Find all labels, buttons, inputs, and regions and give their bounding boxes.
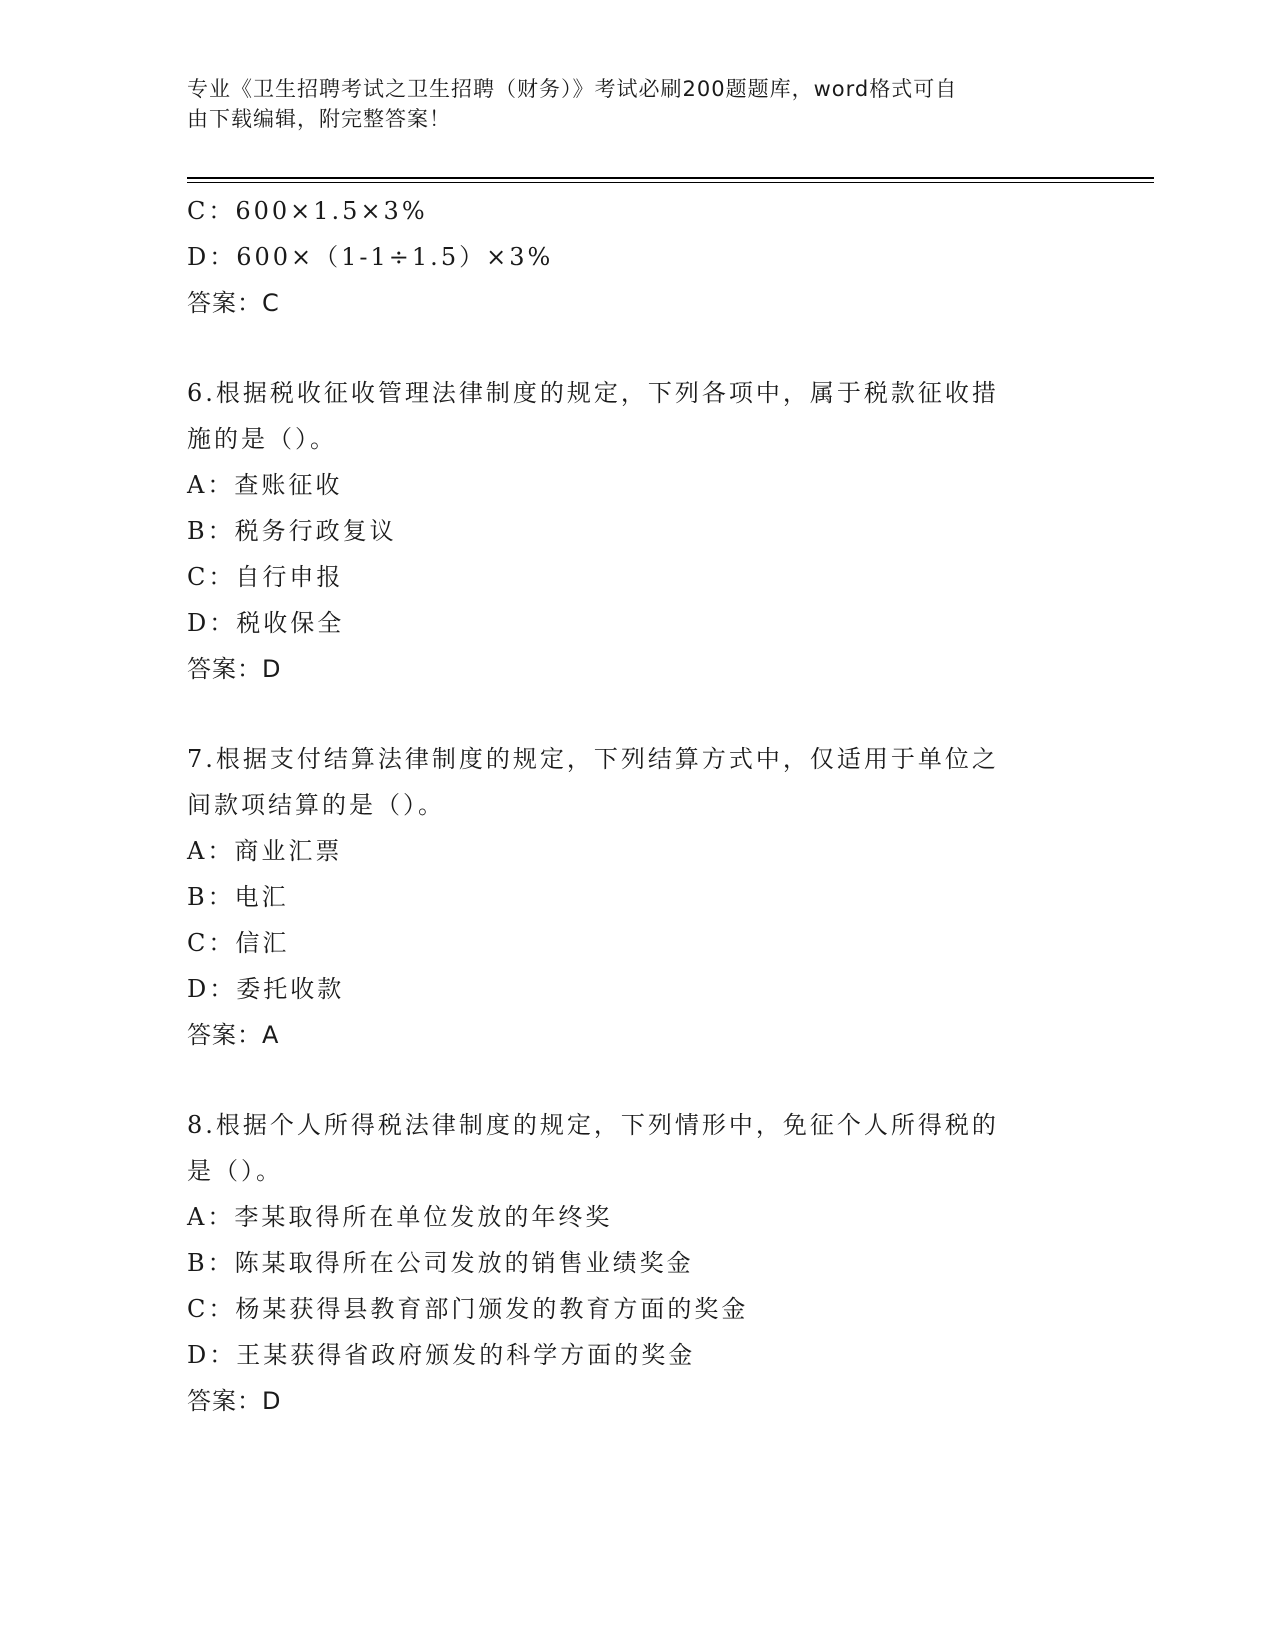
question-stem: 7.根据支付结算法律制度的规定，下列结算方式中，仅适用于单位之 bbox=[187, 745, 999, 773]
spacer bbox=[187, 326, 1087, 370]
header-divider-thick bbox=[187, 177, 1154, 179]
answer-line: 答案：D bbox=[187, 655, 282, 683]
question-stem: 6.根据税收征收管理法律制度的规定，下列各项中，属于税款征收措 bbox=[187, 379, 999, 407]
option-c: C：信汇 bbox=[187, 929, 290, 957]
document-header bbox=[187, 74, 1067, 134]
question-block-8 bbox=[187, 1102, 1087, 1424]
option-b: B：税务行政复议 bbox=[187, 517, 397, 545]
spacer bbox=[187, 692, 1087, 736]
option-d: D：600×（1-1÷1.5）×3% bbox=[187, 243, 554, 271]
header-divider-thin bbox=[187, 182, 1154, 183]
header-line-2: 由下载编辑，附完整答案！ bbox=[187, 107, 451, 131]
option-c: C：杨某获得县教育部门颁发的教育方面的奖金 bbox=[187, 1295, 749, 1323]
answer-line: 答案：A bbox=[187, 1021, 280, 1049]
question-block-6 bbox=[187, 370, 1087, 692]
question-block-7 bbox=[187, 736, 1087, 1058]
option-a: A：李某取得所在单位发放的年终奖 bbox=[187, 1203, 613, 1231]
option-b: B：电汇 bbox=[187, 883, 289, 911]
question-stem-continued: 间款项结算的是（）。 bbox=[187, 791, 445, 819]
option-d: D：税收保全 bbox=[187, 609, 345, 637]
spacer bbox=[187, 1058, 1087, 1102]
option-c: C：600×1.5×3% bbox=[187, 197, 428, 225]
option-d: D：委托收款 bbox=[187, 975, 345, 1003]
question-stem-continued: 是（）。 bbox=[187, 1157, 283, 1185]
answer-line: 答案：D bbox=[187, 1387, 282, 1415]
question-stem-continued: 施的是（）。 bbox=[187, 425, 337, 453]
option-c: C：自行申报 bbox=[187, 563, 344, 591]
question-list bbox=[187, 188, 1087, 1424]
option-d: D：王某获得省政府颁发的科学方面的奖金 bbox=[187, 1341, 696, 1369]
header-line-1: 专业《卫生招聘考试之卫生招聘（财务）》考试必刷200题题库，word格式可自 bbox=[187, 77, 958, 101]
option-a: A：查账征收 bbox=[187, 471, 343, 499]
answer-line: 答案：C bbox=[187, 289, 280, 317]
question-block-5 bbox=[187, 188, 1087, 326]
option-b: B：陈某取得所在公司发放的销售业绩奖金 bbox=[187, 1249, 694, 1277]
option-a: A：商业汇票 bbox=[187, 837, 343, 865]
question-stem: 8.根据个人所得税法律制度的规定，下列情形中，免征个人所得税的 bbox=[187, 1111, 999, 1139]
